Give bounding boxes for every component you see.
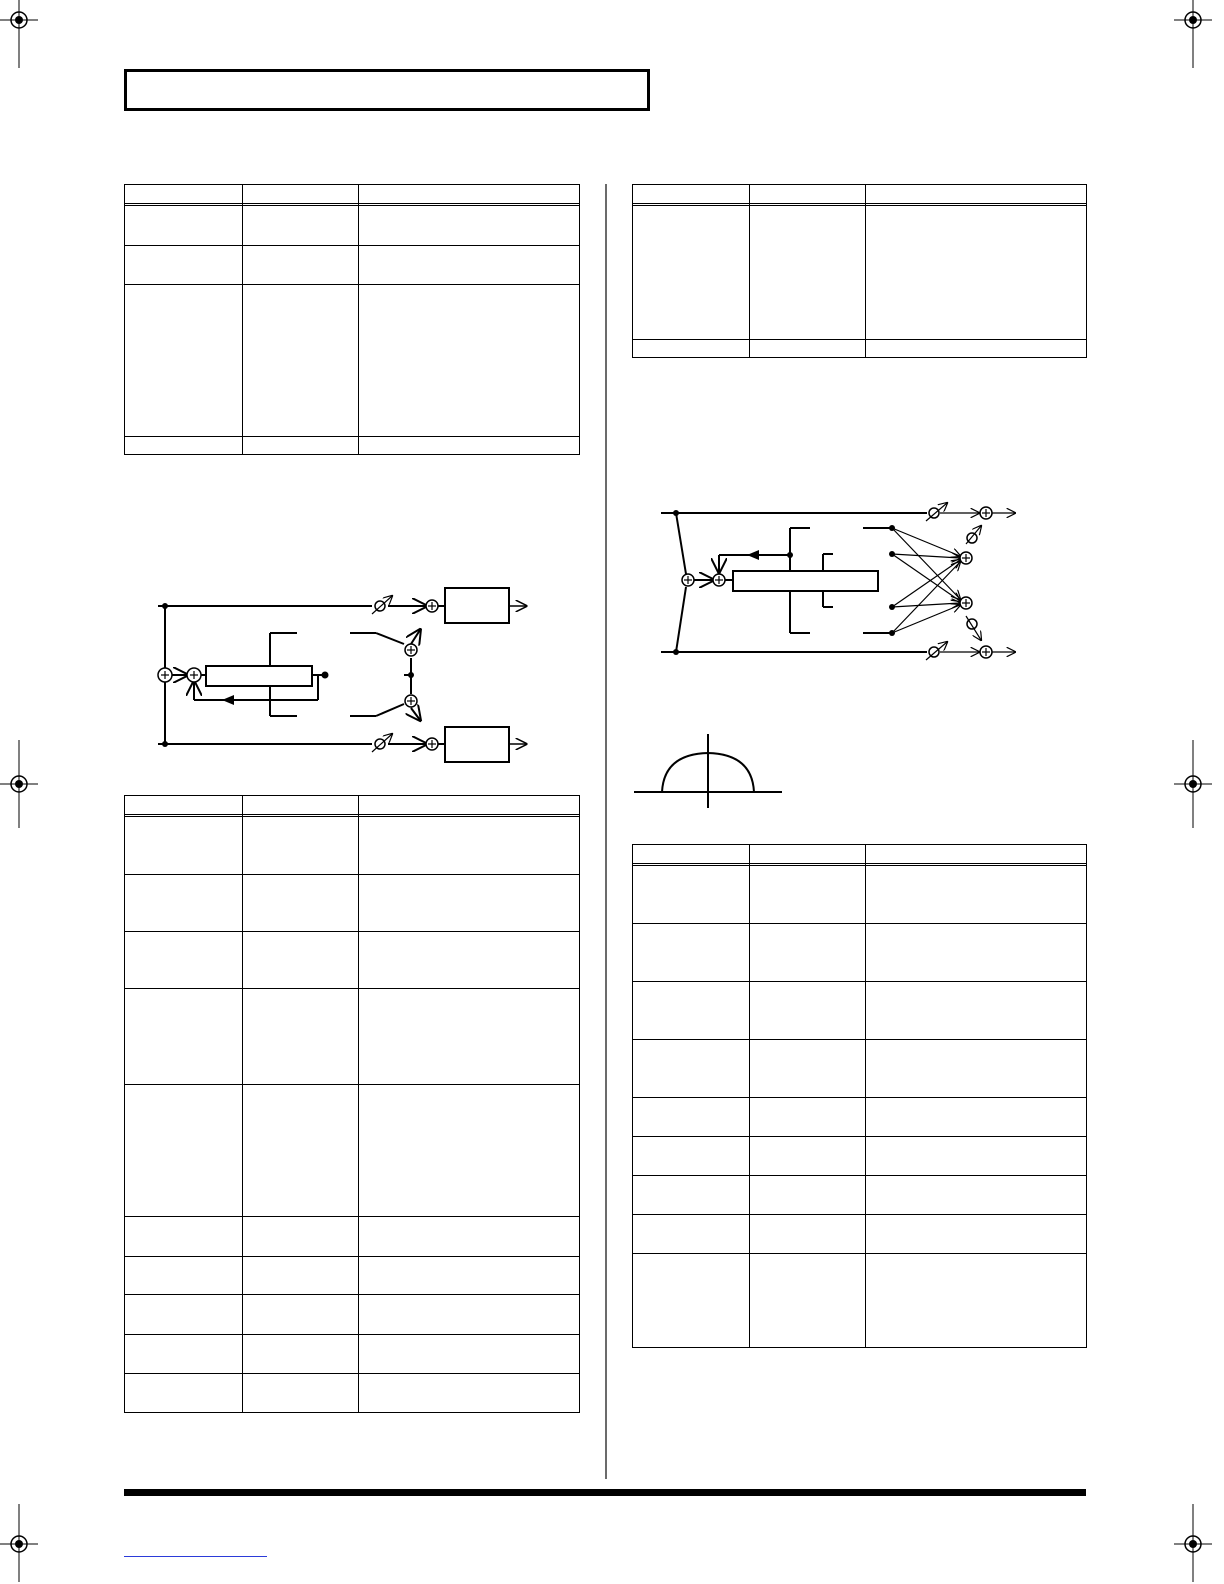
table-header — [633, 845, 1086, 866]
row-rule — [633, 1097, 1086, 1098]
row-rule — [633, 923, 1086, 924]
footer-rule — [124, 1489, 1086, 1496]
row-rule — [633, 1039, 1086, 1040]
row-rule — [125, 1256, 579, 1257]
section-title — [127, 72, 647, 88]
table-header-cell — [865, 185, 877, 191]
row-rule — [125, 1373, 579, 1374]
registration-mark-top-right — [1174, 0, 1214, 70]
row-rule — [633, 981, 1086, 982]
registration-mark-bottom-left — [0, 1504, 40, 1584]
row-rule — [125, 284, 579, 285]
column-rule — [865, 845, 866, 1347]
table-header-cell — [358, 185, 370, 191]
table-header-cell — [865, 845, 877, 851]
row-rule — [125, 988, 579, 989]
column-rule — [865, 185, 866, 357]
parameter-table-left-top — [124, 184, 580, 455]
parameter-table-right-top — [632, 184, 1087, 358]
table-header — [125, 185, 579, 206]
parameter-table-right-bottom — [632, 844, 1087, 1348]
row-rule — [125, 245, 579, 246]
right-signal-flow-diagram — [655, 498, 1025, 668]
column-rule — [242, 796, 243, 1412]
section-title-box — [124, 69, 650, 111]
table-header-cell — [358, 796, 370, 802]
row-rule — [125, 931, 579, 932]
column-rule — [749, 185, 750, 357]
table-header-cell — [749, 845, 761, 851]
registration-mark-bottom-right — [1174, 1504, 1214, 1584]
column-rule — [242, 185, 243, 454]
column-rule — [749, 845, 750, 1347]
row-rule — [633, 1253, 1086, 1254]
left-signal-flow-diagram — [140, 580, 540, 770]
row-rule — [125, 1084, 579, 1085]
table-header-cell — [125, 185, 137, 191]
table-header-cell — [125, 796, 137, 802]
row-rule — [125, 874, 579, 875]
pan-curve-diagram — [630, 732, 790, 812]
row-rule — [125, 1334, 579, 1335]
row-rule — [125, 1216, 579, 1217]
column-rule — [358, 185, 359, 454]
row-rule — [633, 1214, 1086, 1215]
registration-mark-top-left — [0, 0, 40, 70]
registration-mark-mid-left — [0, 740, 40, 830]
table-header-cell — [633, 845, 645, 851]
row-rule — [125, 436, 579, 437]
row-rule — [633, 1175, 1086, 1176]
table-header-cell — [749, 185, 761, 191]
table-header-cell — [242, 185, 254, 191]
row-rule — [633, 339, 1086, 340]
parameter-table-left-bottom — [124, 795, 580, 1413]
footer-link[interactable] — [124, 1556, 267, 1557]
row-rule — [633, 1136, 1086, 1137]
table-header-cell — [242, 796, 254, 802]
table-header-cell — [633, 185, 645, 191]
table-header — [633, 185, 1086, 206]
column-rule — [358, 796, 359, 1412]
row-rule — [125, 1294, 579, 1295]
column-divider — [605, 184, 607, 1479]
table-header — [125, 796, 579, 817]
registration-mark-mid-right — [1174, 740, 1214, 830]
